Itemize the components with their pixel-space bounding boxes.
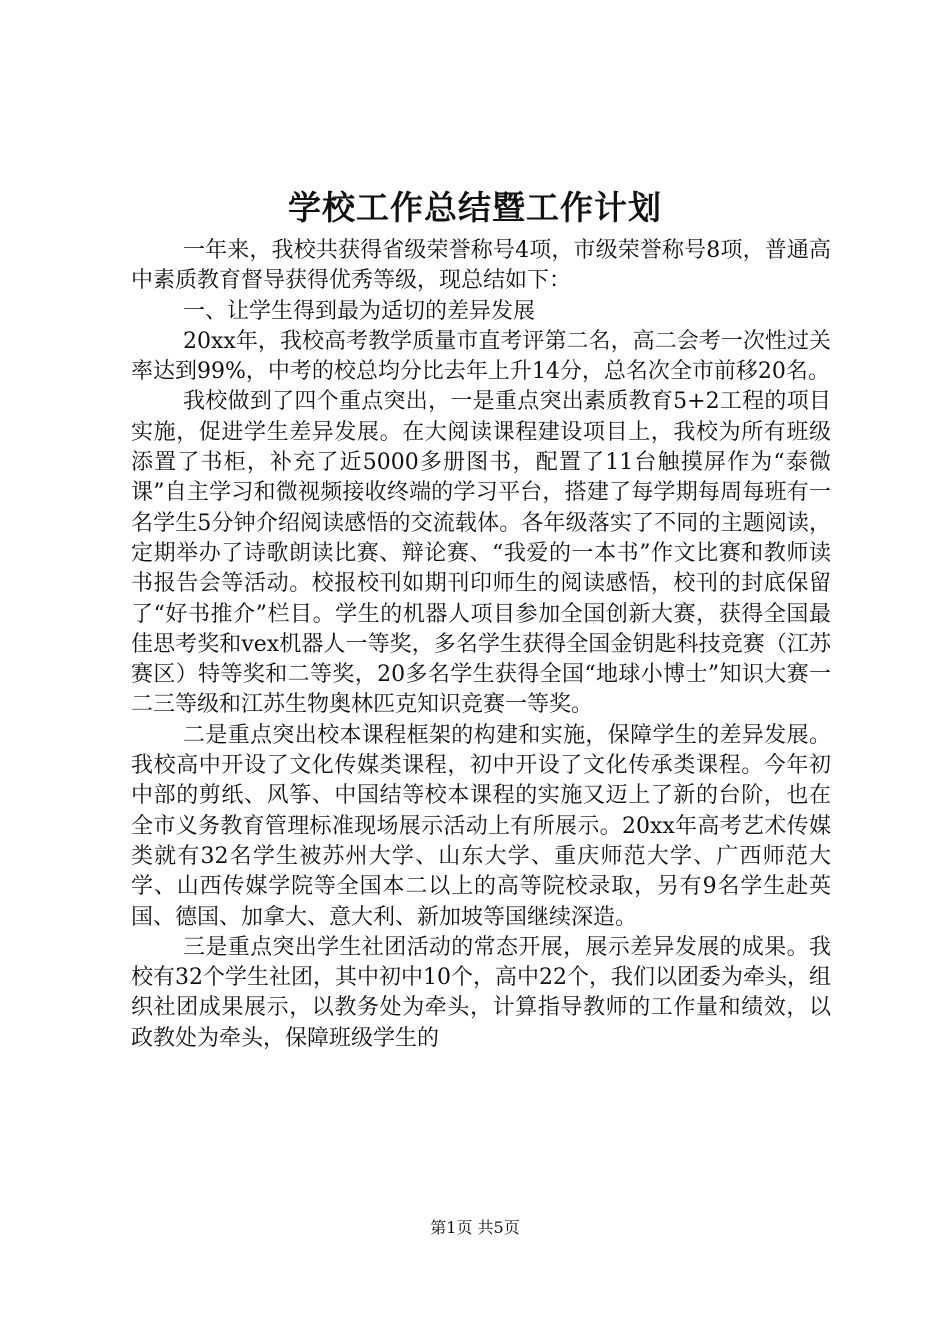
focus-three-paragraph: 三是重点突出学生社团活动的常态开展，展示差异发展的成果。我校有32个学生社团，其中初中10个，高中22个，我们以团委为牵头，组织社团成果展示，以教务处为牵头，计算指导教师的工作量和绩效，以政教处为牵头，保障班级学生的	[131, 934, 831, 1051]
document-title: 学校工作总结暨工作计划	[288, 188, 662, 227]
results-paragraph: 20xx年，我校高考教学质量市直考评第二名，高二会考一次性过关率达到99%，中考的校总均分比去年上升14分，总名次全市前移20名。	[131, 328, 831, 385]
page-footer: 第1页 共5页	[430, 1218, 520, 1237]
focus-one-paragraph: 我校做到了四个重点突出，一是重点突出素质教育5+2工程的项目实施，促进学生差异发展。在大阅读课程建设项目上，我校为所有班级添置了书柜，补充了近5000多册图书，配置了11台触摸屏作为“泰微课”自主学习和微视频接收终端的学习平台，搭建了每学期每周每班有一名学生5分钟介绍阅读感悟的交流载体。各年级落实了不同的主题阅读，定期举办了诗歌朗读比赛、辩论赛、“我爱的一本书”作文比赛和教师读书报告会等活动。校报校刊如期刊印师生的阅读感悟，校刊的封底保留了“好书推介”栏目。学生的机器人项目参加全国创新大赛，获得全国最佳思考奖和vex机器人一等奖，多名学生获得全国金钥匙科技竞赛（江苏赛区）特等奖和二等奖，20多名学生获得全国“地球小博士”知识大赛一二三等级和江苏生物奥林匹克知识竞赛一等奖。	[131, 389, 831, 718]
section-heading: 一、让学生得到最为适切的差异发展	[183, 298, 536, 324]
focus-two-paragraph: 二是重点突出校本课程框架的构建和实施，保障学生的差异发展。我校高中开设了文化传媒类课程，初中开设了文化传承类课程。今年初中部的剪纸、风筝、中国结等校本课程的实施又迈上了新的台阶，也在全市义务教育管理标准现场展示活动上有所展示。20xx年高考艺术传媒类就有32名学生被苏州大学、山东大学、重庆师范大学、广西师范大学、山西传媒学院等全国本二以上的高等院校录取，另有9名学生赴英国、德国、加拿大、意大利、新加坡等国继续深造。	[131, 722, 831, 930]
intro-paragraph: 一年来，我校共获得省级荣誉称号4项，市级荣誉称号8项，普通高中素质教育督导获得优秀等级，现总结如下：	[131, 238, 831, 294]
document-body	[131, 236, 831, 1054]
